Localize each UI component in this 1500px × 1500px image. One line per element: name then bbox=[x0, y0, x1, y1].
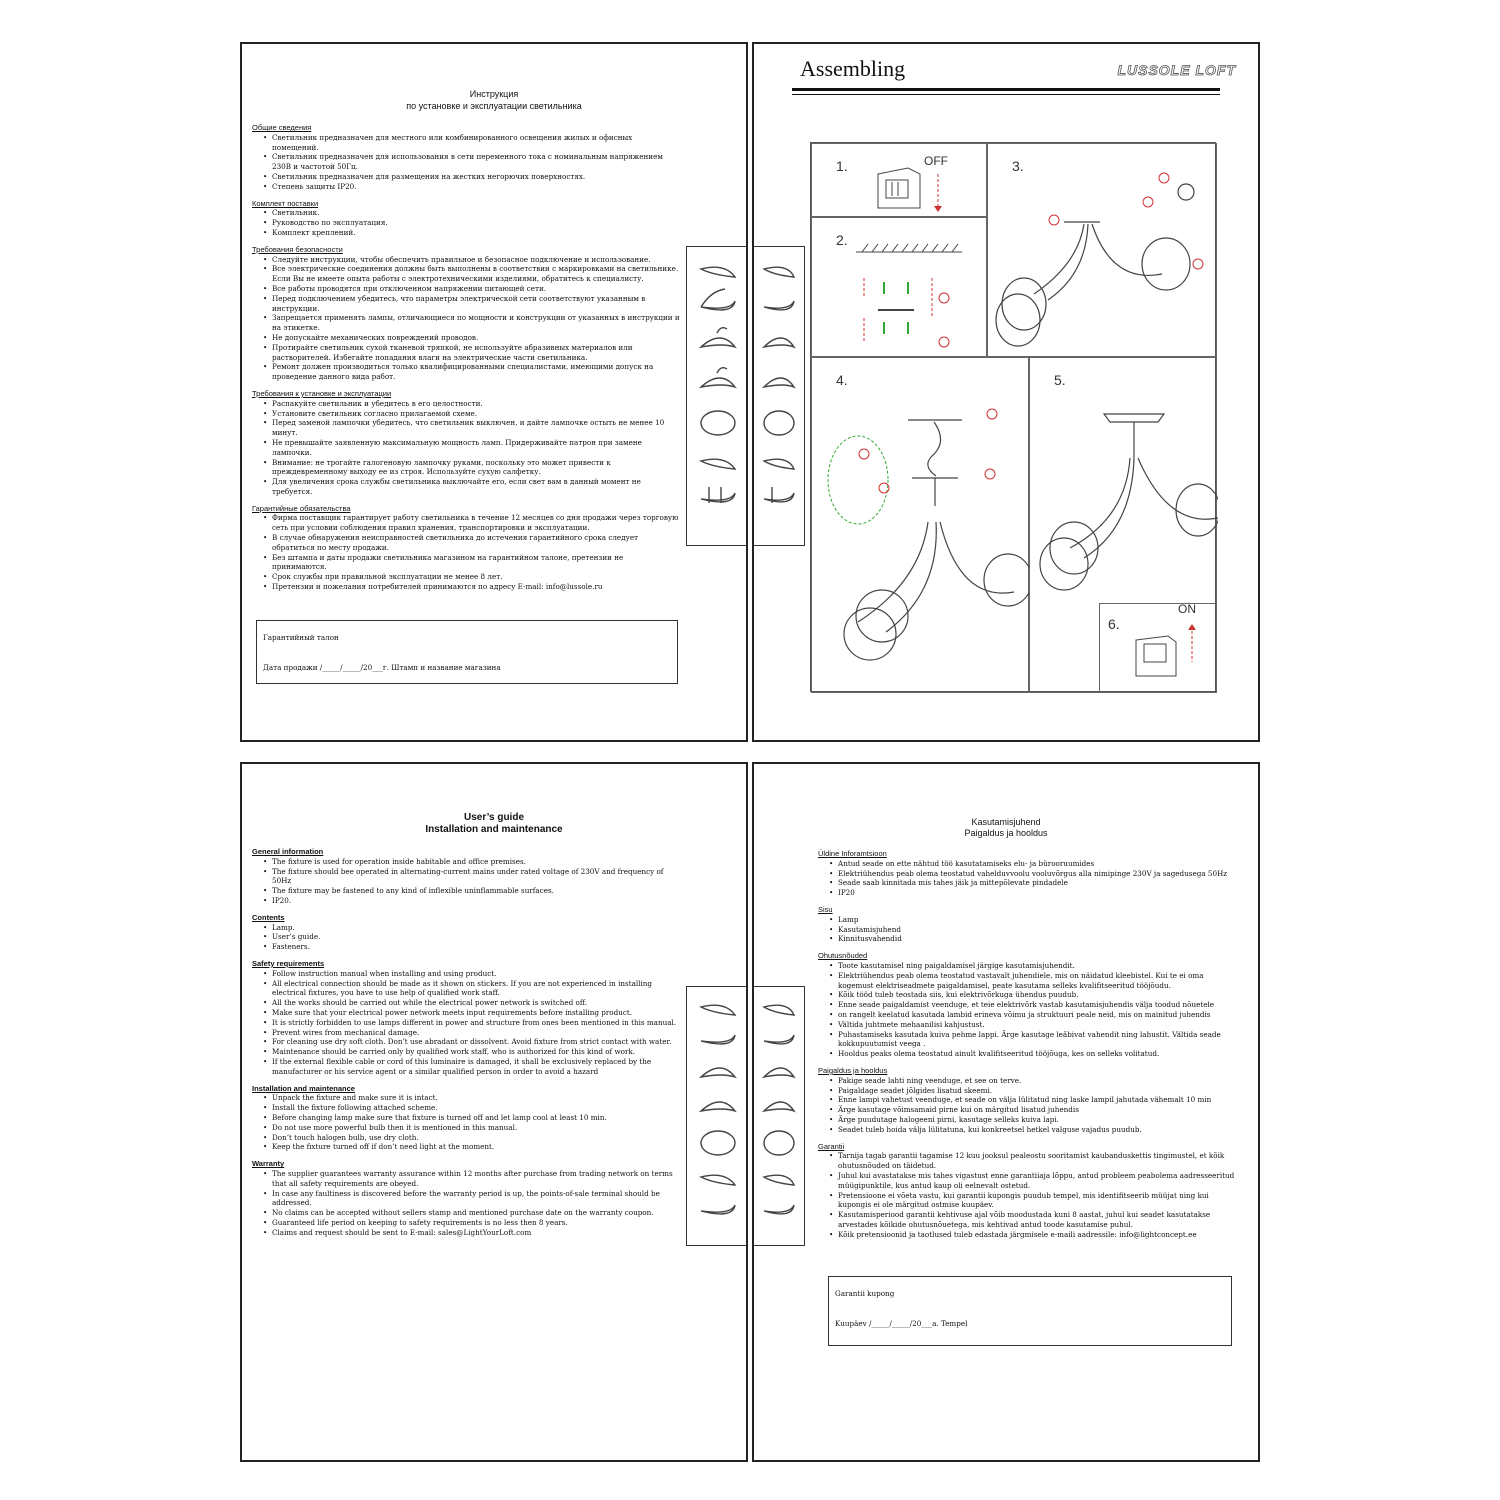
list-item: • Без штампа и даты продажи светильника магазином на гарантийном талоне, претензии не принимаются. bbox=[272, 553, 680, 573]
et-body bbox=[818, 842, 1236, 1239]
list-item: • Enne lampi vahetust veenduge, et seade on välja lülitatud ning laske lampil jahutada vähemalt 10 min bbox=[838, 1095, 1236, 1105]
list-item: • Степень защиты IP20. bbox=[272, 182, 680, 192]
list-item: • IP20. bbox=[272, 896, 680, 906]
list-item: • Светильник предназначен для размещения на жестких негорючих поверхностях. bbox=[272, 172, 680, 182]
list-item: • Не превышайте заявленную максимальную мощность ламп. Придерживайте патрон при замене лампочки. bbox=[272, 438, 680, 458]
et-warranty-coupon bbox=[828, 1276, 1232, 1346]
off-label: OFF bbox=[924, 154, 948, 168]
section-heading: Contents bbox=[252, 912, 285, 922]
assembly-diagram bbox=[810, 142, 1216, 692]
list-item: • IP20 bbox=[838, 888, 1236, 898]
list-item: • Don’t touch halogen bulb, use dry cloth. bbox=[272, 1133, 680, 1143]
list-item: • All electrical connection should be made as it shown on stickers. If you are not experienced in installing electrical fixtures, you have to use help of qualified work staff. bbox=[272, 979, 680, 999]
wiring-illustration bbox=[812, 358, 1030, 694]
list-item: • Fasteners. bbox=[272, 942, 680, 952]
section-list bbox=[252, 133, 680, 192]
ru-body bbox=[252, 116, 680, 592]
list-item: • The fixture may be fastened to any kind of inflexible uninflammable surfaces. bbox=[272, 886, 680, 896]
section-list bbox=[252, 255, 680, 382]
et-coupon-line: Kuupäev /_____/_____/20___a. Tempel bbox=[835, 1319, 968, 1328]
section-heading: Комплект поставки bbox=[252, 198, 319, 208]
en-subtitle: Installation and maintenance bbox=[425, 824, 563, 835]
lussole-vertical-logo-3 bbox=[687, 987, 748, 1245]
section-heading: Ohutusnõuded bbox=[818, 951, 868, 961]
list-item: • Maintenance should be carried only by qualified work staff, who is authorized for this kind of work. bbox=[272, 1047, 680, 1057]
section bbox=[252, 913, 680, 952]
list-item: • The fixture is used for operation inside habitable and office premises. bbox=[272, 857, 680, 867]
section bbox=[252, 245, 680, 382]
list-item: • Kasutamisperiood garantii kehtivuse ajal võib moodustada kuni 8 aastat, juhul kui seadet kasutatakse arvestades kõikide ohutusnõuetega, mis kehtivad antud toode kasutamise puhul. bbox=[838, 1210, 1236, 1230]
ceiling-mount-illustration bbox=[812, 218, 988, 358]
list-item: • Ärge puudutage halogeeni pirni, kasutage selleks kuiva lapi. bbox=[838, 1115, 1236, 1125]
list-item: • Juhul kui avastatakse mis tahes vigastust enne garantiiaja lõppu, antud probleem peabolema aadresseeritud müügipunktile, kus antud kaup oli eelnevalt ostetud. bbox=[838, 1171, 1236, 1191]
section bbox=[252, 959, 680, 1077]
list-item: • Lamp bbox=[838, 915, 1236, 925]
ru-coupon-line: Дата продажи /_____/_____/20___г. Штамп и название магазина bbox=[263, 663, 501, 672]
list-item: • The fixture should bee operated in alternating-current mains under rated voltage of 230V and frequency of 50Hz bbox=[272, 867, 680, 887]
section-list bbox=[252, 1169, 680, 1238]
lussole-side-tab-left bbox=[686, 246, 748, 546]
list-item: • Puhastamiseks kasutada kuiva pehme lappi. Ärge kasutage lea̋bivat vahendit ning lahustit. Vältida seade kokkupuutumist veega . bbox=[838, 1030, 1236, 1050]
list-item: • Фирма поставщик гарантирует работу светильника в течение 12 месяцев со дня продажи через торговую сеть при условии соблюдения правил хранения, транспортировки и эксплуатации. bbox=[272, 513, 680, 533]
section-list bbox=[252, 969, 680, 1077]
list-item: • Не допускайте механических повреждений проводов. bbox=[272, 333, 680, 343]
list-item: • Внимание: не трогайте галогеновую лампочку руками, поскольку это может привести к преждевременному выходу ее из строя. Используйте сухую салфетку. bbox=[272, 458, 680, 478]
list-item: • Перед заменой лампочки убедитесь, что светильник выключен, и дайте лампочке остыть не менее 10 минут. bbox=[272, 418, 680, 438]
section-heading: Общие сведения bbox=[252, 123, 312, 132]
section-list bbox=[818, 1151, 1236, 1239]
switch-off-illustration bbox=[812, 144, 988, 218]
step-2-number: 2. bbox=[836, 232, 848, 248]
on-label: ON bbox=[1178, 602, 1196, 616]
et-coupon-title: Garantii kupong bbox=[835, 1289, 895, 1298]
list-item: • Kasutamisjuhend bbox=[838, 925, 1236, 935]
section-heading: Safety requirements bbox=[252, 958, 325, 968]
step-6-number: 6. bbox=[1108, 616, 1120, 632]
section-list bbox=[252, 208, 680, 237]
list-item: • Seadet tuleb hoida välja lülitatuna, kui konkreetsel hetkel valguse vajadus puudub. bbox=[838, 1125, 1236, 1135]
assembling-title: Assembling bbox=[800, 56, 906, 81]
list-item: • Vältida juhtmete mehaanilisi kahjustust. bbox=[838, 1020, 1236, 1030]
ru-title: Инструкция bbox=[469, 89, 519, 99]
estonian-instructions-page bbox=[752, 762, 1260, 1462]
list-item: • Светильник. bbox=[272, 208, 680, 218]
list-item: • Enne seade paigaldamist veenduge, et teie elektrivõrk vastab kasutamisjuhendis välja toodud nõuetele bbox=[838, 1000, 1236, 1010]
list-item: • Elektriühendus peab olema teostatud vahelduvvoolu vooluvõrgus alla nimipinge 230V ja sagedusega 50Hz bbox=[838, 869, 1236, 879]
list-item: • Tarnija tagab garantii tagamise 12 kuu jooksul pealeostu sooritamist kaubanduskettis tingimustel, et kõik ohutusnõuded on täidetud. bbox=[838, 1151, 1236, 1171]
list-item: • Do not use more powerful bulb then it is mentioned in this manual. bbox=[272, 1123, 680, 1133]
section-list bbox=[818, 915, 1236, 944]
section bbox=[252, 123, 680, 192]
list-item: • Срок службы при правильной эксплуатации не менее 8 лет. bbox=[272, 572, 680, 582]
section bbox=[818, 905, 1236, 944]
step-5-number: 5. bbox=[1054, 372, 1066, 388]
section-heading: Installation and maintenance bbox=[252, 1083, 355, 1093]
section-heading: Требования к установке и эксплуатации bbox=[252, 388, 392, 398]
list-item: • Guaranteed life period on keeping to safety requirements is no less then 8 years. bbox=[272, 1218, 680, 1228]
list-item: • Запрещается применять лампы, отличающиеся по мощности и конструкции от указанных в инструкции и на этикетке. bbox=[272, 313, 680, 333]
section-list bbox=[252, 399, 680, 497]
lussole-vertical-logo bbox=[687, 247, 748, 545]
switch-on-illustration bbox=[1100, 604, 1218, 694]
section bbox=[252, 1084, 680, 1153]
step-1-panel bbox=[811, 143, 987, 217]
title-rule-thick bbox=[792, 88, 1220, 91]
list-item: • Kinnitusvahendid bbox=[838, 934, 1236, 944]
list-item: • Claims and request should be sent to E-mail: sales@LightYourLoft.com bbox=[272, 1228, 680, 1238]
section-list bbox=[818, 961, 1236, 1059]
list-item: • Keep the fixture turned off if don’t need light at the moment. bbox=[272, 1142, 680, 1152]
section-heading: Гарантийные обязательства bbox=[252, 503, 351, 513]
section-list bbox=[252, 923, 680, 952]
list-item: • Prevent wires from mechanical damage. bbox=[272, 1028, 680, 1038]
section-list bbox=[818, 859, 1236, 898]
ru-warranty-coupon bbox=[256, 620, 678, 684]
list-item: • Paigaldage seadet jõlgides lisatud skeemi. bbox=[838, 1086, 1236, 1096]
list-item: • Следуйте инструкции, чтобы обеспечить правильное и безопасное подключение и использование. bbox=[272, 255, 680, 265]
section-heading: Sisu bbox=[818, 904, 833, 914]
list-item: • Seade saab kinnitada mis tahes jäik ja mittepõlevate pindadele bbox=[838, 878, 1236, 888]
list-item: • Претензии и пожелания потребителей принимаются по адресу E-mail: info@lussole.ru bbox=[272, 582, 680, 592]
list-item: • Распакуйте светильник и убедитесь в его целостности. bbox=[272, 399, 680, 409]
step-4-panel bbox=[811, 357, 1029, 693]
list-item: • Установите светильник согласно прилагаемой схеме. bbox=[272, 409, 680, 419]
lussole-vertical-logo-2 bbox=[754, 247, 804, 545]
step-2-panel bbox=[811, 217, 987, 357]
lussole-vertical-logo-4 bbox=[754, 987, 804, 1245]
list-item: • Elektriühendus peab olema teostatud vastavalt juhendiele, mis on näidatud kleebistel. Kui te ei oma kogemust elektriseadmete paigaldamisel, peate kasutama selleks kvalifitseeritud tööjõudu. bbox=[838, 971, 1236, 991]
section bbox=[818, 1066, 1236, 1135]
en-title: User’s guide bbox=[463, 812, 525, 823]
step-6-panel bbox=[1099, 603, 1217, 693]
list-item: • Ärge kasutage võimsamaid pirne kui on märgitud lisatud juhendis bbox=[838, 1105, 1236, 1115]
list-item: • For cleaning use dry soft cloth. Don’t use abradant or dissolvent. Avoid fixture from strict contact with water. bbox=[272, 1037, 680, 1047]
list-item: • В случае обнаружения неисправностей светильника до истечения гарантийного срока следует обратиться по месту продажи. bbox=[272, 533, 680, 553]
list-item: • All the works should be carried out while the electrical power network is switched off. bbox=[272, 998, 680, 1008]
step-4-number: 4. bbox=[836, 372, 848, 388]
list-item: • Lamp. bbox=[272, 923, 680, 933]
section-heading: Paigaldus ja hooldus bbox=[818, 1065, 888, 1075]
en-body bbox=[252, 840, 680, 1237]
list-item: • The supplier guarantees warranty assurance within 12 months after purchase from trading network on terms that all safety requirements are obeyed. bbox=[272, 1169, 680, 1189]
list-item: • Install the fixture following attached scheme. bbox=[272, 1103, 680, 1113]
list-item: • on rangelt keelatud kasutada lambid erineva võimu ja struktuuri peale neid, mis on mainitud juhendis bbox=[838, 1010, 1236, 1020]
step-3-number: 3. bbox=[1012, 158, 1024, 174]
list-item: • Светильник предназначен для местного или комбинированного освещения жилых и офисных помещений. bbox=[272, 133, 680, 153]
step-1-number: 1. bbox=[836, 158, 848, 174]
lussole-side-tab-left-2 bbox=[686, 986, 748, 1246]
list-item: • Протирайте светильник сухой тканевой тряпкой, не используйте абразивных материалов или растворителей. Избегайте попадания влаги на электрические части светильника. bbox=[272, 343, 680, 363]
list-item: • Pakige seade lahti ning veenduge, et see on terve. bbox=[838, 1076, 1236, 1086]
section-list bbox=[252, 857, 680, 906]
list-item: • Kõik tööd tuleb teostada siis, kui elektrivõrkuga ühendus puudub. bbox=[838, 990, 1236, 1000]
ru-subtitle: по установке и эксплуатации светильника bbox=[406, 101, 582, 111]
russian-instructions-page bbox=[240, 42, 748, 742]
list-item: • Перед подключением убедитесь, что параметры электрической сети соответствуют указанным в инструкции. bbox=[272, 294, 680, 314]
list-item: • Make sure that your electrical power network meets input requirements before installing product. bbox=[272, 1008, 680, 1018]
section bbox=[252, 504, 680, 592]
list-item: • Pretensioone ei võeta vastu, kui garantii kupongis puudub tempel, mis identifitseerib müüjat ning kui kupongis ei ole märgitud ostmise kuupäev. bbox=[838, 1191, 1236, 1211]
section-list bbox=[252, 513, 680, 591]
lussole-side-tab-right-2 bbox=[754, 986, 805, 1246]
list-item: • Светильник предназначен для использования в сети переменного тока с номинальным напряжением 230В и частотой 50Гц. bbox=[272, 152, 680, 172]
section bbox=[252, 1159, 680, 1237]
section-list bbox=[252, 1093, 680, 1152]
step-3-panel bbox=[987, 143, 1217, 357]
list-item: • Руководство по эксплуатация. bbox=[272, 218, 680, 228]
section bbox=[818, 951, 1236, 1059]
list-item: • Antud seade on ette nähtud töö kasutatamiseks elu- ja bürooruumides bbox=[838, 859, 1236, 869]
list-item: • No claims can be accepted without sellers stamp and mentioned purchase date on the warranty coupon. bbox=[272, 1208, 680, 1218]
section-heading: Üldine Inforamtsioon bbox=[818, 849, 887, 858]
list-item: • Kõik pretensioonid ja taotlused tuleb edastada järgmisele e-maili aadressile: info@lightconcept.ee bbox=[838, 1230, 1236, 1240]
section-heading: Требования безопасности bbox=[252, 244, 343, 254]
section-heading: General information bbox=[252, 847, 324, 856]
list-item: • Toote kasutamisel ning paigaldamisel järgige kasutamisjuhendit. bbox=[838, 961, 1236, 971]
ru-coupon-title: Гарантийный талон bbox=[263, 633, 339, 642]
list-item: • Follow instruction manual when installing and using product. bbox=[272, 969, 680, 979]
list-item: • It is strictly forbidden to use lamps different in power and structure from ones been mentioned in this manual. bbox=[272, 1018, 680, 1028]
brand-logo: LUSSOLE LOFT bbox=[1117, 62, 1236, 78]
list-item: • In case any faultiness is discovered before the warranty period is up, the points-of-sale terminal should be addressed. bbox=[272, 1189, 680, 1209]
list-item: • Для увеличения срока службы светильника выключайте его, если свет вам в данный момент не требуется. bbox=[272, 477, 680, 497]
title-rule-thin bbox=[792, 94, 1220, 95]
english-users-guide-page bbox=[240, 762, 748, 1462]
section bbox=[252, 847, 680, 906]
section bbox=[818, 849, 1236, 898]
list-item: • User’s guide. bbox=[272, 932, 680, 942]
section-heading: Warranty bbox=[252, 1159, 285, 1169]
et-title: Kasutamisjuhend bbox=[971, 817, 1041, 827]
section bbox=[818, 1142, 1236, 1240]
section-list bbox=[818, 1076, 1236, 1135]
section bbox=[252, 199, 680, 238]
section bbox=[252, 389, 680, 497]
lussole-side-tab-right bbox=[754, 246, 805, 546]
section-heading: Garantii bbox=[818, 1141, 845, 1151]
list-item: • Hooldus peaks olema teostatud ainult kvalifitseeritud tööjõuga, kes on selleks volitatud. bbox=[838, 1049, 1236, 1059]
list-item: • Комплект креплений. bbox=[272, 228, 680, 238]
list-item: • If the external flexible cable or cord of this luminaire is damaged, it shall be exclusively replaced by the manufacturer or his service agent or a similar qualified person in order to avoid a hazard bbox=[272, 1057, 680, 1077]
et-subtitle: Paigaldus ja hooldus bbox=[964, 828, 1048, 838]
list-item: • Все электрические соединения должны быть выполнены в соответствии с маркировками на светильнике. Если Вы не имеете опыта работы с электротехническими изделиями, обратитесь к специалисту. bbox=[272, 264, 680, 284]
assembling-page bbox=[752, 42, 1260, 742]
list-item: • Before changing lamp make sure that fixture is turned off and let lamp cool at least 10 min. bbox=[272, 1113, 680, 1123]
arm-assembly-illustration bbox=[988, 144, 1218, 358]
list-item: • Unpack the fixture and make sure it is intact. bbox=[272, 1093, 680, 1103]
list-item: • Ремонт должен производиться только квалифицированными специалистами, имеющими допуск на проведение данного вида работ. bbox=[272, 362, 680, 382]
list-item: • Все работы проводятся при отключенном напряжении питающей сети. bbox=[272, 284, 680, 294]
